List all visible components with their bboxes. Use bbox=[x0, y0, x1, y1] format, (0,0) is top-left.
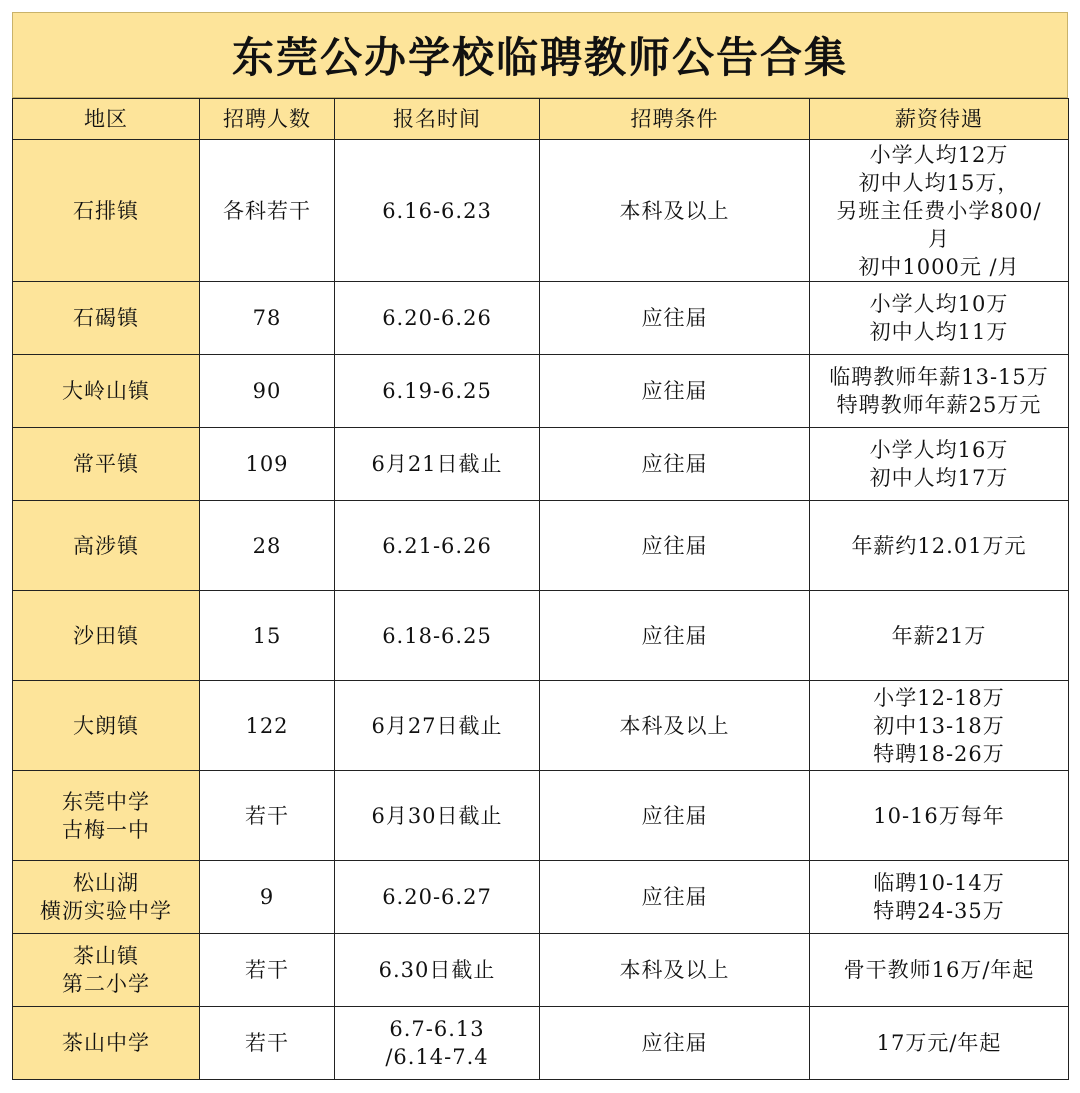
recruitment-table bbox=[12, 98, 1069, 1080]
cell-condition: 本科及以上 bbox=[540, 681, 810, 771]
table-row bbox=[13, 861, 1069, 934]
table-row bbox=[13, 282, 1069, 355]
cell-salary: 小学人均12万 初中人均15万， 另班主任费小学800/ 月 初中1000元 /月 bbox=[810, 140, 1069, 282]
cell-salary: 年薪21万 bbox=[810, 591, 1069, 681]
cell-time: 6.16-6.23 bbox=[335, 140, 540, 282]
cell-condition: 应往届 bbox=[540, 861, 810, 934]
cell-count: 90 bbox=[200, 355, 335, 428]
table-row bbox=[13, 501, 1069, 591]
cell-time: 6月27日截止 bbox=[335, 681, 540, 771]
cell-time: 6月30日截止 bbox=[335, 771, 540, 861]
cell-time: 6.20-6.27 bbox=[335, 861, 540, 934]
cell-time: 6.7-6.13 /6.14-7.4 bbox=[335, 1007, 540, 1080]
cell-count: 28 bbox=[200, 501, 335, 591]
header-region: 地区 bbox=[13, 99, 200, 140]
table-row bbox=[13, 428, 1069, 501]
cell-region: 茶山镇 第二小学 bbox=[13, 934, 200, 1007]
cell-count: 122 bbox=[200, 681, 335, 771]
cell-count: 9 bbox=[200, 861, 335, 934]
table-row bbox=[13, 140, 1069, 282]
table-row bbox=[13, 771, 1069, 861]
cell-time: 6.18-6.25 bbox=[335, 591, 540, 681]
cell-salary: 小学12-18万 初中13-18万 特聘18-26万 bbox=[810, 681, 1069, 771]
cell-time: 6月21日截止 bbox=[335, 428, 540, 501]
page-title: 东莞公办学校临聘教师公告合集 bbox=[12, 12, 1068, 98]
header-salary: 薪资待遇 bbox=[810, 99, 1069, 140]
cell-region: 大朗镇 bbox=[13, 681, 200, 771]
cell-salary: 骨干教师16万/年起 bbox=[810, 934, 1069, 1007]
cell-condition: 应往届 bbox=[540, 771, 810, 861]
cell-salary: 小学人均16万 初中人均17万 bbox=[810, 428, 1069, 501]
cell-time: 6.19-6.25 bbox=[335, 355, 540, 428]
table-row bbox=[13, 1007, 1069, 1080]
cell-salary: 小学人均10万 初中人均11万 bbox=[810, 282, 1069, 355]
header-row bbox=[13, 99, 1069, 140]
cell-region: 茶山中学 bbox=[13, 1007, 200, 1080]
cell-condition: 本科及以上 bbox=[540, 934, 810, 1007]
header-time: 报名时间 bbox=[335, 99, 540, 140]
cell-salary: 临聘10-14万 特聘24-35万 bbox=[810, 861, 1069, 934]
cell-condition: 应往届 bbox=[540, 501, 810, 591]
header-condition: 招聘条件 bbox=[540, 99, 810, 140]
cell-time: 6.30日截止 bbox=[335, 934, 540, 1007]
cell-condition: 应往届 bbox=[540, 282, 810, 355]
cell-condition: 应往届 bbox=[540, 355, 810, 428]
table-body bbox=[13, 140, 1069, 1080]
cell-count: 15 bbox=[200, 591, 335, 681]
cell-count: 各科若干 bbox=[200, 140, 335, 282]
table-row bbox=[13, 591, 1069, 681]
cell-time: 6.21-6.26 bbox=[335, 501, 540, 591]
cell-salary: 临聘教师年薪13-15万 特聘教师年薪25万元 bbox=[810, 355, 1069, 428]
cell-count: 若干 bbox=[200, 934, 335, 1007]
cell-condition: 应往届 bbox=[540, 591, 810, 681]
cell-salary: 年薪约12.01万元 bbox=[810, 501, 1069, 591]
cell-region: 大岭山镇 bbox=[13, 355, 200, 428]
cell-region: 东莞中学 古梅一中 bbox=[13, 771, 200, 861]
cell-time: 6.20-6.26 bbox=[335, 282, 540, 355]
cell-salary: 10-16万每年 bbox=[810, 771, 1069, 861]
cell-region: 石排镇 bbox=[13, 140, 200, 282]
cell-condition: 本科及以上 bbox=[540, 140, 810, 282]
cell-region: 高涉镇 bbox=[13, 501, 200, 591]
cell-condition: 应往届 bbox=[540, 428, 810, 501]
cell-region: 石碣镇 bbox=[13, 282, 200, 355]
cell-count: 109 bbox=[200, 428, 335, 501]
table-row bbox=[13, 681, 1069, 771]
table-row bbox=[13, 355, 1069, 428]
cell-condition: 应往届 bbox=[540, 1007, 810, 1080]
announcement-sheet bbox=[12, 12, 1068, 1081]
header-count: 招聘人数 bbox=[200, 99, 335, 140]
table-row bbox=[13, 934, 1069, 1007]
cell-count: 78 bbox=[200, 282, 335, 355]
cell-salary: 17万元/年起 bbox=[810, 1007, 1069, 1080]
cell-count: 若干 bbox=[200, 771, 335, 861]
cell-region: 松山湖 横沥实验中学 bbox=[13, 861, 200, 934]
cell-region: 沙田镇 bbox=[13, 591, 200, 681]
cell-region: 常平镇 bbox=[13, 428, 200, 501]
cell-count: 若干 bbox=[200, 1007, 335, 1080]
